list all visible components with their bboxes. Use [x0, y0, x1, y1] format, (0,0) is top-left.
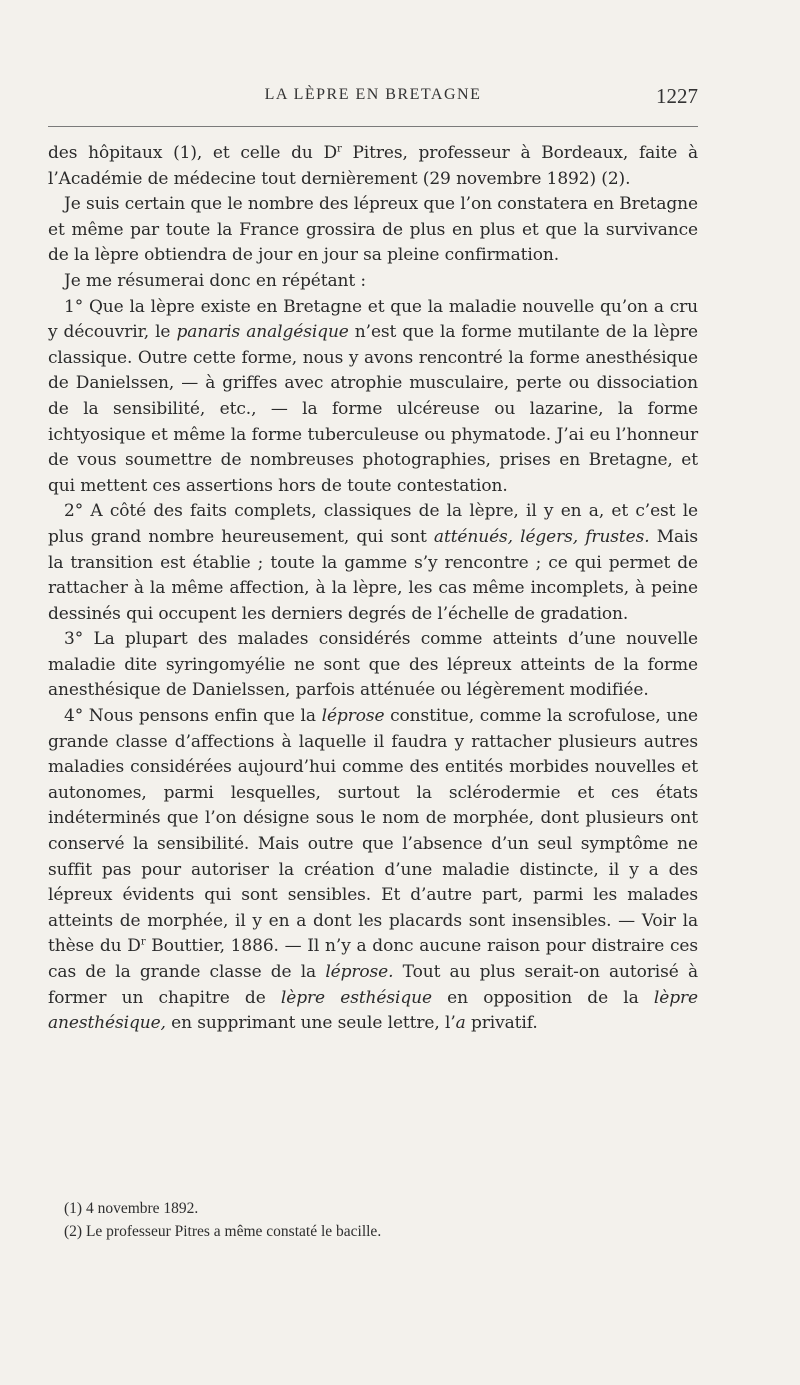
header-rule [48, 126, 698, 127]
paragraph-conclusion-2: 2° A côté des faits complets, classiques de la lèpre, il y en a, et c’est le plus grand nombre heureusement, qui sont atténués, légers, frustes. Mais la transition est établie ; toute la gamme s’y rencontre ; ce qui permet de rattacher à la même affection, à la lèpre, les cas même incomplets, à peine dessinés qui occupent les derniers degrés de l’échelle de gradation. [48, 501, 699, 624]
running-title: LA LÈPRE EN BRETAGNE [264, 86, 482, 103]
paragraph-conclusion-3: 3° La plupart des malades considérés comme atteints d’une nouvelle maladie dite syringomyélie ne sont que des lépreux atteints de la forme anesthésique de Danielssen, parfois atténuée ou légèrement modifiée. [48, 629, 698, 701]
footnotes [64, 1197, 694, 1243]
paragraph-conclusion-4: 4° Nous pensons enfin que la léprose constitue, comme la scrofulose, une grande classe d’affections à laquelle il faudra y rattacher plusieurs autres maladies considérées aujourd’hui comme des entités morbides nouvelles et autonomes, parmi lesquelles, surtout la sclérodermie et ces états indéterminés que l’on désigne sous le nom de morphée, dont plusieurs ont conservé la sensibilité. Mais outre que l’absence d’un seul symptôme ne suffit pas pour autoriser la création d’une maladie distincte, il y a des lépreux évidents qui sont sensibles. Et d’autre part, parmi les malades atteints de morphée, il y en a dont les placards sont insensibles. — Voir la thèse du $D^r$ Bouttier, 1886. — Il n’y a donc aucune raison pour distraire ces cas de la grande classe de la léprose. Tout au plus serait-on autorisé à former un chapitre de lèpre esthésique en opposition de la lèpre anesthésique, en supprimant une seule lettre, l’a privatif. [48, 706, 699, 1034]
footnote-1: (1) 4 novembre 1892. [64, 1200, 199, 1217]
footnote-2: (2) Le professeur Pitres a même constaté le bacille. [64, 1223, 382, 1240]
paragraph-summary-intro: Je me résumerai donc en répétant : [64, 270, 367, 291]
paragraph-certainty: Je suis certain que le nombre des lépreux que l’on constatera en Bretagne et même par toute la France grossira de plus en plus et que la survivance de la lèpre obtiendra de jour en jour sa pleine confirmation. [48, 194, 698, 266]
paragraph-conclusion-1: 1° Que la lèpre existe en Bretagne et que la maladie nouvelle qu’on a cru y découvrir, le panaris analgésique n’est que la forme mutilante de la lèpre classique. Outre cette forme, nous y avons rencontré la forme anesthésique de Danielssen, — à griffes avec atrophie musculaire, perte ou dissociation de la sensibilité, etc., — la forme ulcéreuse ou lazarine, la forme ichtyosique et même la forme tuberculeuse ou phymatode. J’ai eu l’honneur de vous soumettre de nombreuses photographies, prises en Bretagne, et qui mettent ces assertions hors de toute contestation. [48, 296, 698, 496]
page-number: 1227 [656, 84, 698, 108]
body-text [48, 141, 698, 1037]
paragraph-continuation: des hôpitaux (1), et celle du $D^r$ Pitres, professeur à Bordeaux, faite à l’Académie de médecine tout dernièrement (29 novembre 1892) (2). [48, 143, 698, 189]
page-header [48, 86, 698, 112]
